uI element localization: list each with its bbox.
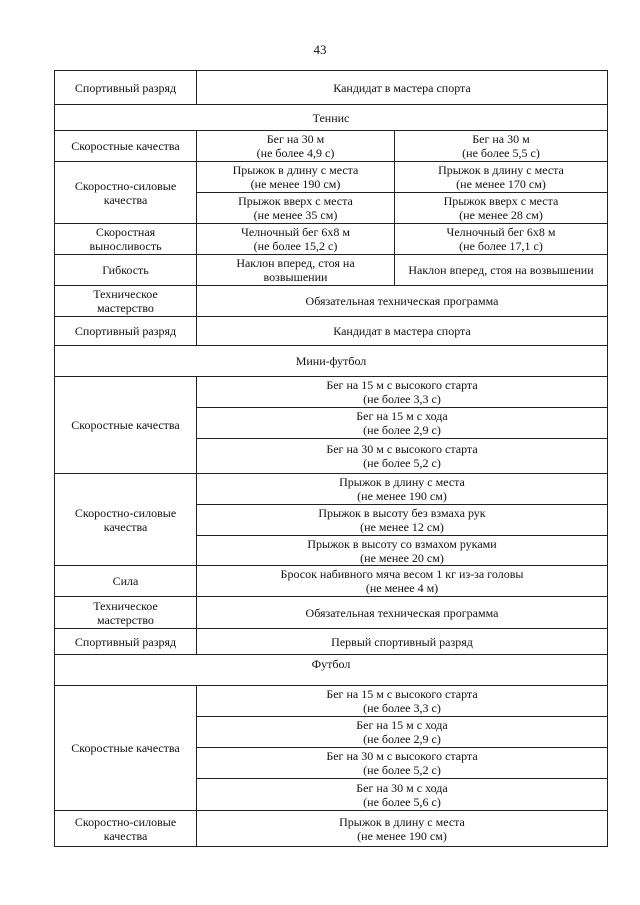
- norm-cell: [197, 474, 608, 505]
- norm-limit: (не более 5,5 с): [462, 146, 540, 160]
- norm-cell: Обязательная техническая программа: [197, 286, 608, 317]
- norm-limit: (не менее 190 см): [250, 177, 341, 191]
- table-row: [55, 377, 608, 408]
- quality-label: [55, 162, 197, 224]
- norm-text: Бег на 15 м с высокого старта: [326, 378, 478, 392]
- quality-label: Скоростные качества: [55, 377, 197, 474]
- table-row: [55, 629, 608, 655]
- norm-cell: [197, 131, 395, 162]
- norm-text: Прыжок в длину с места: [232, 163, 359, 177]
- norm-limit: (не менее 190 см): [357, 489, 447, 503]
- section-title-minifootball: Мини-футбол: [55, 346, 608, 377]
- rank-label-cell: Спортивный разряд: [55, 71, 197, 105]
- norm-text: Челночный бег 6х8 м: [446, 225, 556, 239]
- norm-text: возвышении: [263, 270, 328, 284]
- label-line: качества: [103, 828, 148, 843]
- label-line: мастерство: [97, 301, 154, 315]
- label-line: Скоростно-силовые: [74, 814, 177, 829]
- norm-cell: [197, 505, 608, 536]
- quality-label: [55, 811, 197, 847]
- norm-cell: [197, 408, 608, 439]
- norm-text: Бег на 30 м: [472, 132, 530, 146]
- norm-cell: [197, 162, 395, 193]
- table-row: [55, 105, 608, 131]
- norm-cell: [395, 224, 608, 255]
- norm-cell: Обязательная техническая программа: [197, 597, 608, 629]
- norm-text: Бег на 30 м с высокого старта: [326, 442, 478, 456]
- norm-cell: [197, 439, 608, 474]
- norm-limit: (не более 17,1 с): [459, 239, 543, 253]
- norm-text: Прыжок в длину с места: [438, 163, 564, 177]
- norm-cell: [395, 162, 608, 193]
- section-title-football: Футбол: [55, 655, 608, 686]
- table-row: [55, 286, 608, 317]
- table-row: [55, 162, 608, 193]
- label-line: качества: [103, 192, 148, 207]
- norm-cell: [197, 717, 608, 748]
- rank-value-cell: Кандидат в мастера спорта: [197, 317, 608, 346]
- label-line: качества: [103, 519, 148, 534]
- norm-limit: (не менее 170 см): [456, 177, 546, 191]
- table-row: [55, 224, 608, 255]
- norm-text: Бег на 15 м с высокого старта: [326, 687, 478, 701]
- norm-limit: (не более 5,2 с): [363, 763, 441, 777]
- quality-label: [55, 597, 197, 629]
- norm-limit: (не менее 35 см): [253, 208, 338, 222]
- norm-limit: (не более 2,9 с): [363, 423, 441, 437]
- norm-cell: [197, 377, 608, 408]
- table-row: [55, 131, 608, 162]
- norm-text: Прыжок в высоту без взмаха рук: [318, 506, 486, 520]
- norm-limit: (не более 2,9 с): [363, 732, 441, 746]
- norm-cell: Наклон вперед, стоя на возвышении: [395, 255, 608, 286]
- rank-value-cell: Первый спортивный разряд: [197, 629, 608, 655]
- quality-label: [55, 286, 197, 317]
- norm-text: Бег на 30 м с высокого старта: [326, 749, 478, 763]
- standards-table: [54, 70, 608, 847]
- norm-cell: [197, 686, 608, 717]
- norm-cell: [197, 255, 395, 286]
- table-row: [55, 346, 608, 377]
- label-line: Техническое: [93, 598, 158, 613]
- table-row: [55, 317, 608, 346]
- label-line: Скоростная: [95, 225, 156, 239]
- norm-text: Бег на 15 м с хода: [356, 409, 448, 423]
- norm-text: Бросок набивного мяча весом 1 кг из-за головы: [280, 567, 524, 581]
- table-row: [55, 474, 608, 505]
- norm-cell: [197, 193, 395, 224]
- page-number: 43: [313, 42, 327, 57]
- norm-limit: (не менее 4 м): [365, 581, 439, 595]
- table-row: [55, 255, 608, 286]
- quality-label: Скоростные качества: [55, 686, 197, 811]
- quality-label: Гибкость: [55, 255, 197, 286]
- quality-label: Скоростные качества: [55, 131, 197, 162]
- table-row: [55, 566, 608, 597]
- norm-cell: [197, 224, 395, 255]
- rank-label-cell: Спортивный разряд: [55, 317, 197, 346]
- norm-limit: (не более 5,2 с): [363, 456, 441, 470]
- norm-text: Бег на 15 м с хода: [356, 718, 448, 732]
- norm-text: Бег на 30 м: [266, 132, 325, 146]
- norm-cell: [197, 748, 608, 779]
- norm-limit: (не более 4,9 с): [256, 146, 335, 160]
- table-row: [55, 811, 608, 847]
- norm-limit: (не более 3,3 с): [363, 392, 441, 406]
- section-title-tennis: Теннис: [55, 105, 608, 131]
- quality-label: [55, 474, 197, 566]
- rank-value-cell: Кандидат в мастера спорта: [197, 71, 608, 105]
- norm-limit: (не более 5,6 с): [363, 794, 441, 809]
- table-row: [55, 686, 608, 717]
- label-line: Техническое: [93, 287, 158, 301]
- norm-text: Наклон вперед, стоя на: [236, 256, 355, 270]
- norm-cell: [395, 131, 608, 162]
- norm-text: Прыжок в длину с места: [339, 814, 465, 829]
- norm-limit: (не более 3,3 с): [363, 701, 441, 715]
- norm-cell: [197, 536, 608, 566]
- norm-text: Прыжок в высоту со взмахом руками: [307, 536, 497, 551]
- norm-limit: (не менее 28 см): [459, 208, 543, 222]
- quality-label: [55, 224, 197, 255]
- label-line: Скоростно-силовые: [74, 505, 177, 520]
- norm-cell: [395, 193, 608, 224]
- norm-text: Прыжок в длину с места: [339, 475, 465, 489]
- label-line: Скоростно-силовые: [74, 178, 177, 193]
- table-row: [55, 655, 608, 686]
- label-line: мастерство: [97, 612, 154, 627]
- label-line: выносливость: [89, 239, 162, 253]
- norm-text: Бег на 30 м с хода: [356, 780, 448, 795]
- norm-limit: (не менее 20 см): [360, 550, 444, 565]
- norm-text: Прыжок вверх с места: [443, 194, 559, 208]
- norm-cell: [197, 811, 608, 847]
- norm-text: Челночный бег 6х8 м: [241, 225, 350, 239]
- table-row: [55, 597, 608, 629]
- norm-limit: (не более 15,2 с): [253, 239, 338, 253]
- norm-limit: (не менее 12 см): [360, 520, 444, 534]
- norm-limit: (не менее 190 см): [357, 828, 447, 843]
- norm-cell: [197, 566, 608, 597]
- norm-text: Прыжок вверх с места: [238, 194, 353, 208]
- norm-cell: [197, 779, 608, 811]
- rank-label-cell: Спортивный разряд: [55, 629, 197, 655]
- quality-label: Сила: [55, 566, 197, 597]
- table-row: [55, 71, 608, 105]
